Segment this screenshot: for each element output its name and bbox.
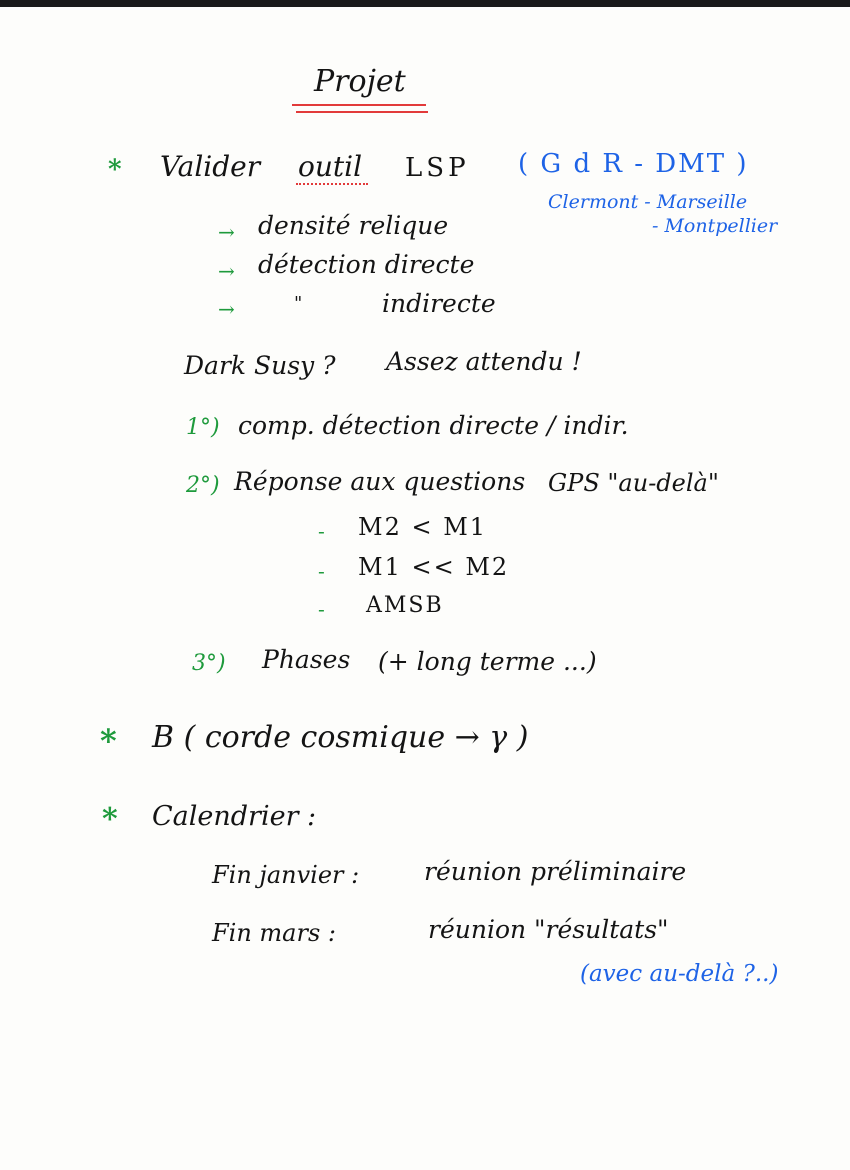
calendar-when: Fin mars : <box>212 919 336 947</box>
sub-item: M1 << M2 <box>358 553 510 581</box>
calendar-when: Fin janvier : <box>212 861 360 889</box>
place-montpellier: - Montpellier <box>652 215 778 237</box>
arrow-icon: → <box>218 297 235 321</box>
sub-dash: - <box>318 519 325 543</box>
point-paren: (+ long terme ...) <box>378 647 597 676</box>
point-number: 3°) <box>192 651 226 676</box>
place-clermont-marseille: Clermont - Marseille <box>548 191 748 213</box>
group-label: ( G d R - DMT ) <box>518 149 749 179</box>
point-text: Phases <box>262 645 351 674</box>
section3-bullet: * <box>102 802 118 837</box>
point-number: 2°) <box>186 473 220 498</box>
scan-top-edge <box>0 0 850 7</box>
page-title: Projet <box>314 64 406 99</box>
darksusy-note: Assez attendu ! <box>386 347 582 376</box>
section3-heading: Calendrier : <box>152 801 317 832</box>
list-item: indirecte <box>382 289 496 318</box>
section1-heading-lsp: LSP <box>405 153 470 183</box>
point-text: comp. détection directe / indir. <box>238 411 629 440</box>
sub-dash: - <box>318 597 325 621</box>
title-underline-1 <box>292 104 426 106</box>
section2-text: B ( corde cosmique → γ ) <box>152 720 529 755</box>
section1-heading-noun: outil <box>298 150 363 183</box>
section1-bullet: * <box>108 155 122 185</box>
point-text: Réponse aux questions <box>234 467 526 496</box>
list-item: détection directe <box>258 250 475 279</box>
handwritten-page <box>0 7 850 1170</box>
arrow-icon: → <box>218 220 235 244</box>
sub-dash: - <box>318 559 325 583</box>
section2-bullet: * <box>100 722 117 760</box>
ditto-mark: " <box>294 293 303 314</box>
point-extra: GPS "au-delà" <box>548 469 719 497</box>
calendar-what: réunion préliminaire <box>424 857 687 886</box>
outil-underline <box>296 183 368 185</box>
list-item: densité relique <box>258 211 449 240</box>
sub-item: M2 < M1 <box>358 513 488 541</box>
calendar-note: (avec au-delà ?..) <box>580 961 779 987</box>
sub-item: AMSB <box>366 593 444 618</box>
point-number: 1°) <box>186 415 220 440</box>
arrow-icon: → <box>218 259 235 283</box>
section1-heading-verb: Valider <box>160 150 261 183</box>
calendar-what: réunion "résultats" <box>428 915 669 944</box>
title-underline-2 <box>296 111 428 113</box>
darksusy-question: Dark Susy ? <box>184 351 336 380</box>
